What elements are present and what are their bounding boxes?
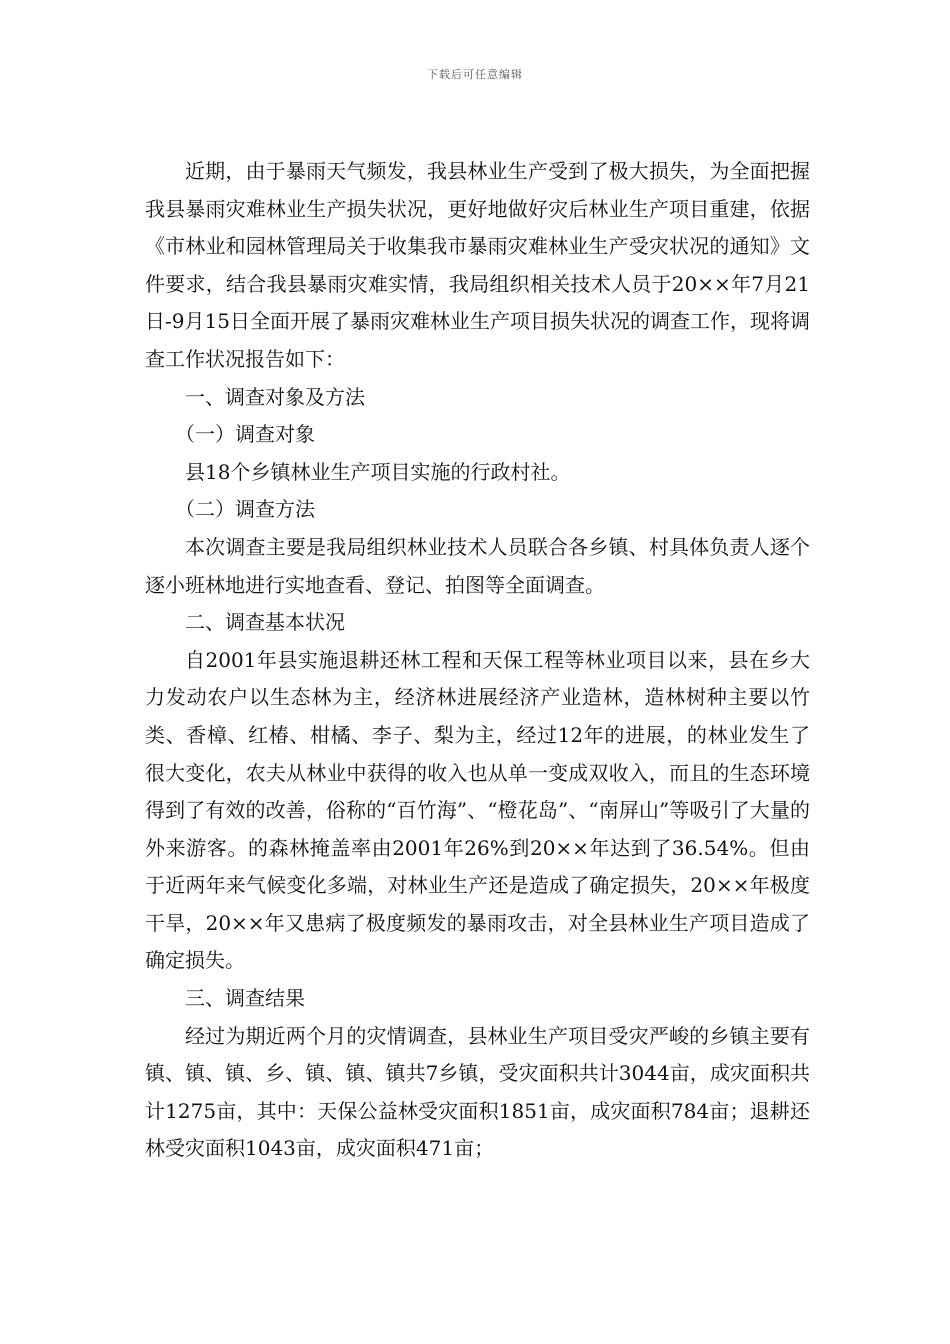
intro-paragraph: 近期，由于暴雨天气频发，我县林业生产受到了极大损失，为全面把握我县暴雨灾难林业生产损失状况，更好地做好灾后林业生产项目重建，依据《市林业和园林管理局关于收集我市暴雨灾难林业生产受灾状况的通知》文件要求，结合我县暴雨灾难实情，我局组织相关技术人员于20××年7月21日-9月15日全面开展了暴雨灾难林业生产项目损失状况的调查工作，现将调查工作状况报告如下：	[145, 159, 810, 371]
section-3-heading: 三、调查结果	[185, 986, 305, 1011]
section-1-sub-2-text: 本次调查主要是我局组织林业技术人员联合各乡镇、村具体负责人逐个逐小班林地进行实地查看、登记、拍图等全面调查。	[145, 534, 810, 597]
section-2-text: 自2001年县实施退耕还林工程和天保工程等林业项目以来，县在乡大力发动农户以生态林为主，经济林进展经济产业造林，造林树种主要以竹类、香樟、红椿、柑橘、李子、梨为主，经过12年的进展，的林业发生了很大变化，农夫从林业中获得的收入也从单一变成双收入，而且的生态环境得到了有效的改善，俗称的“百竹海”、“橙花岛”、“南屏山”等吸引了大量的外来游客。的森林掩盖率由2001年26%到20××年达到了36.54%。但由于近两年来气候变化多端，对林业生产还是造成了确定损失，20××年极度干旱，20××年又患病了极度频发的暴雨攻击，对全县林业生产项目造成了确定损失。	[145, 647, 810, 973]
section-1-sub-1-text: 县18个乡镇林业生产项目实施的行政村社。	[185, 459, 571, 484]
header-note: 下载后可任意编辑	[427, 68, 523, 81]
document-body	[145, 153, 810, 1168]
section-1-heading: 一、调查对象及方法	[185, 384, 365, 409]
section-2-heading: 二、调查基本状况	[185, 610, 345, 635]
section-1-sub-2-heading: （二）调查方法	[175, 497, 315, 522]
section-1-sub-1-heading: （一）调查对象	[175, 422, 315, 447]
section-3-text: 经过为期近两个月的灾情调查，县林业生产项目受灾严峻的乡镇主要有镇、镇、镇、乡、镇、镇、镇共7乡镇，受灾面积共计3044亩，成灾面积共计1275亩，其中：天保公益林受灾面积1851亩，成灾面积784亩；退耕还林受灾面积1043亩，成灾面积471亩；	[145, 1023, 810, 1161]
